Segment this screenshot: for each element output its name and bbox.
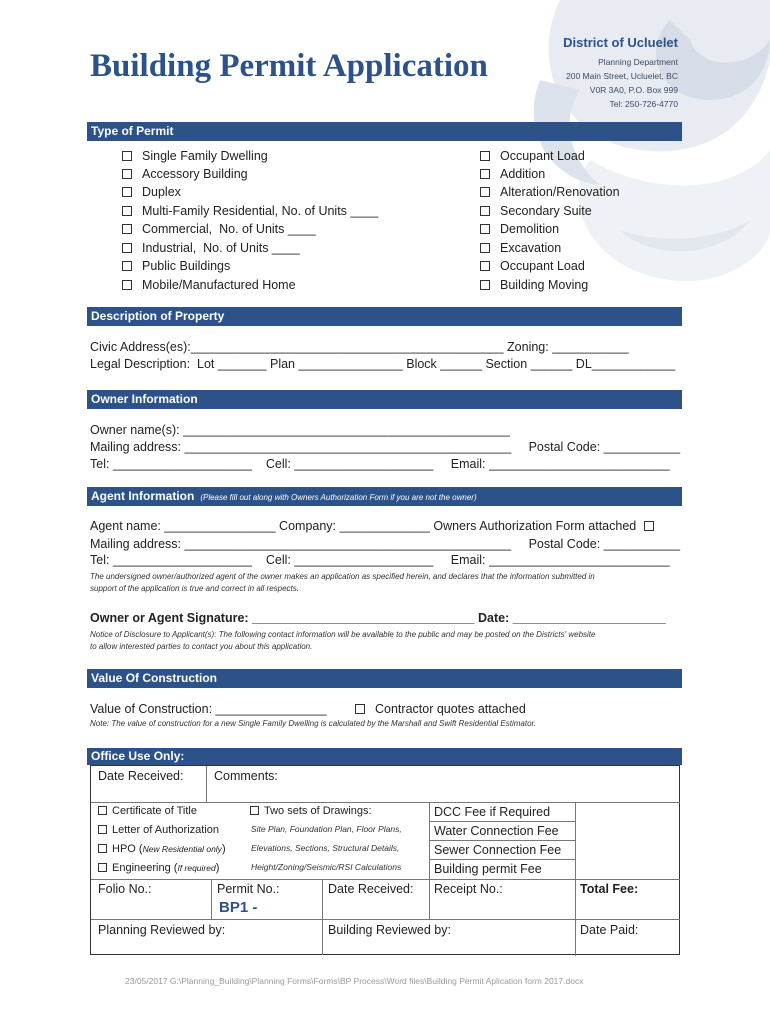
agent-mailing-field[interactable]: Mailing address: _______________________________________________ Postal Code: ___________ — [90, 537, 681, 551]
checkbox-item[interactable] — [122, 278, 296, 292]
receipt-no-label: Receipt No.: — [434, 882, 503, 896]
address-line: 200 Main Street, Ucluelet, BC — [566, 71, 678, 81]
letter-authorization-item[interactable] — [98, 824, 219, 836]
checkbox[interactable] — [122, 151, 132, 161]
drawings-item[interactable] — [250, 805, 372, 817]
table-divider — [91, 919, 680, 920]
checkbox[interactable] — [480, 169, 490, 179]
checkbox-label: Multi-Family Residential, No. of Units ____ — [142, 204, 379, 218]
checkbox-label: Single Family Dwelling — [142, 149, 268, 163]
permit-no-label: Permit No.: — [217, 882, 280, 896]
checkbox-item[interactable] — [480, 204, 592, 218]
certificate-title-item[interactable] — [98, 805, 197, 817]
fee-label: Water Connection Fee — [434, 824, 559, 838]
legal-description-field[interactable]: Legal Description: Lot _______ Plan _______________ Block ______ Section ______ DL____________ — [90, 357, 676, 371]
checkbox[interactable] — [98, 806, 107, 815]
building-reviewed-label: Building Reviewed by: — [328, 923, 451, 937]
agent-name-field[interactable] — [90, 519, 654, 533]
paren: ) — [215, 862, 220, 874]
checkbox[interactable] — [480, 206, 490, 216]
checkbox-label: Two sets of Drawings: — [264, 805, 372, 817]
checkbox-item[interactable] — [122, 185, 181, 199]
paren: ) — [221, 843, 226, 855]
civic-address-field[interactable]: Civic Address(es):_____________________________________________ Zoning: ___________ — [90, 340, 629, 354]
checkbox-item[interactable] — [122, 204, 378, 218]
date-received-label: Date Received: — [98, 769, 184, 783]
owner-mailing-field[interactable]: Mailing address: _______________________________________________ Postal Code: ___________ — [90, 440, 681, 454]
checkbox[interactable] — [122, 224, 132, 234]
checkbox-label: Alteration/Renovation — [500, 185, 620, 199]
checkbox-item[interactable] — [122, 149, 268, 163]
fee-label: Building permit Fee — [434, 862, 542, 876]
checkbox[interactable] — [355, 704, 365, 714]
engineering-note: If required — [177, 863, 216, 873]
contractor-quotes-item[interactable] — [355, 702, 526, 716]
checkbox-label: Building Moving — [500, 278, 589, 292]
table-divider — [91, 802, 680, 803]
checkbox-label: Occupant Load — [500, 259, 585, 273]
checkbox-label: Occupant Load — [500, 149, 585, 163]
checkbox-label: Industrial, No. of Units ____ — [142, 241, 300, 255]
permit-number-value: BP1 - — [219, 899, 258, 916]
checkbox[interactable] — [98, 825, 107, 834]
section-header-agent — [87, 487, 682, 506]
drawings-note: Height/Zoning/Seismic/RSI Calculations — [251, 862, 402, 872]
checkbox[interactable] — [98, 844, 107, 853]
table-divider — [429, 802, 430, 879]
section-header-type-of-permit: Type of Permit — [87, 122, 682, 141]
checkbox[interactable] — [480, 280, 490, 290]
checkbox[interactable] — [480, 243, 490, 253]
declaration-text: The undersigned owner/authorized agent of the owner makes an application as specified herein, and declares that the information submitted in — [90, 572, 595, 581]
agent-line-text: Agent name: ________________ Company: _____________ Owners Authorization Form attached — [90, 519, 637, 533]
checkbox-item[interactable] — [122, 222, 316, 236]
disclosure-notice: Notice of Disclosure to Applicant(s): The following contact information will be available to the public and may be posted on the Districts' website — [90, 630, 596, 639]
address-line: V0R 3A0, P.O. Box 999 — [589, 85, 678, 95]
checkbox-label: Excavation — [500, 241, 562, 255]
checkbox-label: Commercial, No. of Units ____ — [142, 222, 316, 236]
office-use-table — [90, 765, 680, 955]
drawings-note: Site Plan, Foundation Plan, Floor Plans, — [251, 824, 402, 834]
date-paid-label: Date Paid: — [580, 923, 639, 937]
table-divider — [429, 859, 575, 860]
table-divider — [429, 821, 575, 822]
agent-contact-field[interactable]: Tel: ____________________ Cell: ____________________ Email: __________________________ — [90, 553, 670, 567]
signature-field[interactable]: Owner or Agent Signature: ________________________________ Date: ______________________ — [90, 611, 666, 625]
checkbox-label: Engineering ( — [112, 862, 178, 874]
address-line: Tel: 250-726-4770 — [609, 99, 678, 109]
checkbox-item[interactable] — [480, 241, 561, 255]
engineering-item[interactable] — [98, 862, 219, 874]
checkbox[interactable] — [122, 206, 132, 216]
table-divider — [429, 879, 430, 919]
checkbox[interactable] — [480, 224, 490, 234]
footer-file-path: 23/05/2017 G:\Planning_Building\Planning Forms\Forms\BP Process\Word files\Building Permit Aplication form 2017.docx — [125, 976, 584, 986]
table-divider — [206, 766, 207, 802]
folio-label: Folio No.: — [98, 882, 152, 896]
checkbox-item[interactable] — [480, 167, 545, 181]
checkbox-label: Demolition — [500, 222, 560, 236]
drawings-note: Elevations, Sections, Structural Details, — [251, 843, 400, 853]
fee-label: DCC Fee if Required — [434, 805, 551, 819]
checkbox-label: Certificate of Title — [112, 805, 197, 817]
checkbox-label: Addition — [500, 167, 546, 181]
checkbox-item[interactable] — [480, 149, 585, 163]
checkbox[interactable] — [122, 261, 132, 271]
checkbox-label: Duplex — [142, 185, 181, 199]
checkbox[interactable] — [122, 243, 132, 253]
checkbox-label: Mobile/Manufactured Home — [142, 278, 296, 292]
section-header-office: Office Use Only: — [87, 748, 682, 765]
planning-reviewed-label: Planning Reviewed by: — [98, 923, 226, 937]
owner-contact-field[interactable]: Tel: ____________________ Cell: ____________________ Email: __________________________ — [90, 457, 670, 471]
fee-label: Sewer Connection Fee — [434, 843, 562, 857]
checkbox-label: Secondary Suite — [500, 204, 592, 218]
owner-name-field[interactable]: Owner name(s): _______________________________________________ — [90, 423, 510, 437]
hpo-note: New Residential only — [142, 844, 222, 854]
checkbox-label: Contractor quotes attached — [375, 702, 526, 716]
section-header-value: Value Of Construction — [87, 669, 682, 688]
checkbox-label: HPO ( — [112, 843, 143, 855]
authorization-checkbox[interactable] — [644, 521, 654, 531]
section-header-owner: Owner Information — [87, 390, 682, 409]
total-fee-label: Total Fee: — [580, 882, 639, 896]
checkbox[interactable] — [98, 863, 107, 872]
checkbox-item[interactable] — [480, 278, 588, 292]
district-name: District of Ucluelet — [563, 35, 678, 50]
checkbox-label: Letter of Authorization — [112, 824, 220, 836]
checkbox-item[interactable] — [480, 259, 585, 273]
checkbox-item[interactable] — [122, 241, 300, 255]
declaration-text: support of the application is true and correct in all respects. — [90, 584, 299, 593]
checkbox[interactable] — [122, 187, 132, 197]
address-line: Planning Department — [598, 57, 678, 67]
agent-heading: Agent Information — [91, 489, 195, 503]
disclosure-notice: to allow interested parties to contact you about this application. — [90, 642, 313, 651]
page-title: Building Permit Application — [90, 48, 488, 84]
checkbox-item[interactable] — [480, 185, 620, 199]
table-divider — [575, 802, 576, 956]
checkbox-item[interactable] — [122, 167, 248, 181]
checkbox-item[interactable] — [122, 259, 230, 273]
checkbox[interactable] — [480, 151, 490, 161]
table-divider — [322, 879, 323, 955]
hpo-item[interactable] — [98, 843, 226, 855]
comments-label: Comments: — [214, 769, 278, 783]
checkbox[interactable] — [480, 261, 490, 271]
section-header-property: Description of Property — [87, 307, 682, 326]
table-divider — [429, 840, 575, 841]
agent-heading-note: (Please fill out along with Owners Authorization Form if you are not the owner) — [200, 493, 477, 502]
value-note: Note: The value of construction for a new Single Family Dwelling is calculated by the Marshall and Swift Residential Estimator. — [90, 719, 537, 728]
table-divider — [211, 879, 212, 919]
checkbox[interactable] — [122, 280, 132, 290]
value-of-construction-field[interactable]: Value of Construction: ________________ — [90, 702, 327, 716]
checkbox-label: Accessory Building — [142, 167, 248, 181]
checkbox[interactable] — [250, 806, 259, 815]
table-divider — [91, 879, 680, 880]
checkbox-label: Public Buildings — [142, 259, 231, 273]
date-received-label: Date Received: — [328, 882, 414, 896]
checkbox[interactable] — [122, 169, 132, 179]
checkbox-item[interactable] — [480, 222, 559, 236]
checkbox[interactable] — [480, 187, 490, 197]
